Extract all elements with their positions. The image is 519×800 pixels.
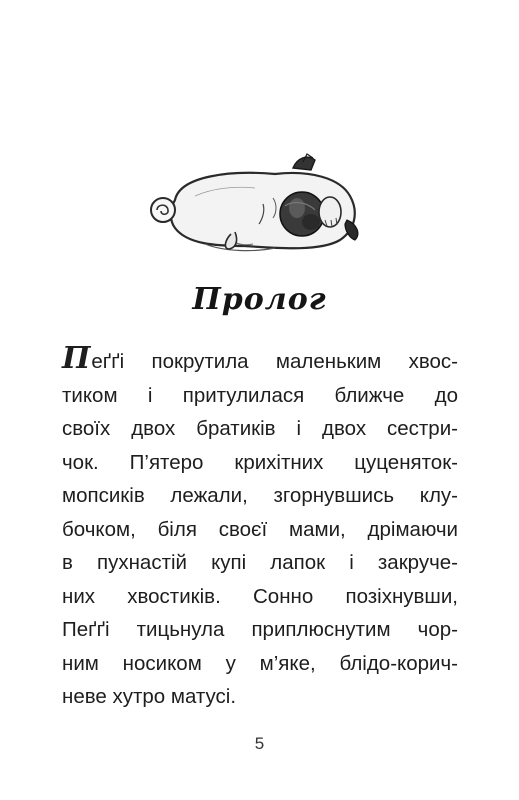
sleeping-pug-icon <box>135 148 370 258</box>
text-line: бочком, біля своєї мами, дрімаючи <box>62 517 458 541</box>
page-number: 5 <box>254 734 265 753</box>
text-line: Пеґґі покрутила маленьким хвос- <box>62 341 458 376</box>
text-line: тиком і притулилася ближче до <box>62 383 458 407</box>
text-line: чок. П’ятеро крихітних цуценяток- <box>62 450 458 474</box>
text-line: них хвостиків. Сонно позіхнувши, <box>62 584 458 608</box>
chapter-text <box>62 341 458 714</box>
text-line: в пухнастій купі лапок і закруче- <box>62 551 458 574</box>
text-line: неве хутро матусі. <box>62 685 237 708</box>
drop-cap: П <box>62 341 91 376</box>
text-line: ним носиком у м’яке, блідо-корич- <box>62 651 458 675</box>
text-line: Пеґґі тицьнула приплюснутим чор- <box>62 618 458 641</box>
chapter-title: Пролог <box>192 282 327 317</box>
text-line: своїх двох братиків і двох сестри- <box>62 417 458 440</box>
text-line: мопсиків лежали, згорнувшись клу- <box>62 484 458 507</box>
